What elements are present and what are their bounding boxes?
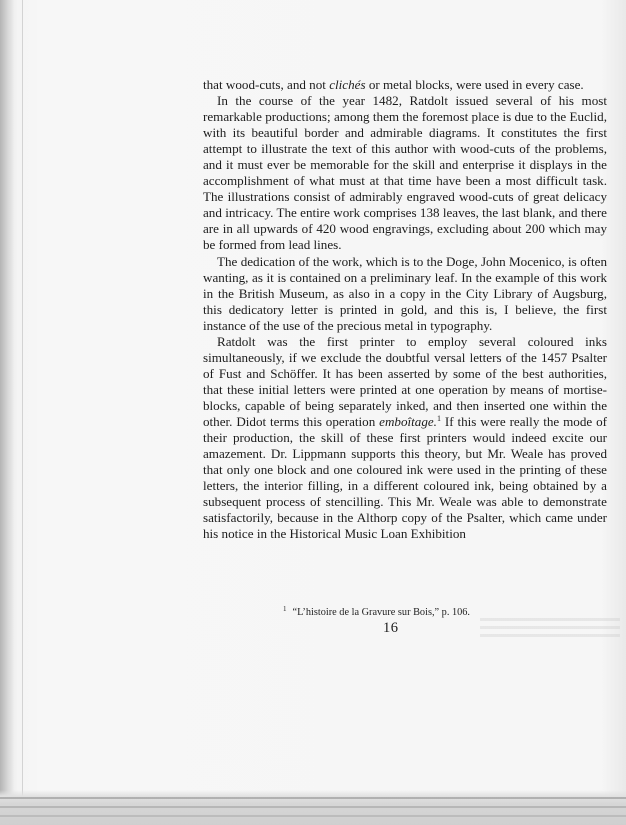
paragraph <box>203 77 607 93</box>
text-run: If this were really the mode of their production, the skill of these first printers would indeed excite our amazement. Dr. Lippmann supports this theory, but Mr. Weale has proved that only one block and one coloured ink were used in the printing of these letters, the interior filling, in a different coloured ink, being obtained by a subsequent process of stencilling. This Mr. Weale was able to demonstrate satisfactorily, because in the Althorp copy of the Psalter, which came under his notice in the Historical Music Loan Exhibition <box>203 413 607 542</box>
text-run: Ratdolt was the first printer to employ several coloured inks simultaneously, if we exclude the doubtful versal letters of the 1457 Psalter of Fust and Schöffer. It has been asserted by some of the best authorities, that these initial letters were printed at one operation by means of mortise-blocks, capable of being separately inked, and then inserted one within the other. Didot terms this operation <box>203 333 607 429</box>
paragraph <box>203 334 607 543</box>
text-run: or metal blocks, were used in every case. <box>365 77 584 92</box>
italic-text: emboîtage. <box>379 413 437 429</box>
deckle-edge <box>0 815 626 817</box>
paragraph <box>203 93 607 253</box>
gutter-fold <box>22 0 23 800</box>
deckle-edge <box>0 797 626 799</box>
deckle-edge <box>0 806 626 808</box>
paragraph <box>203 254 607 334</box>
body-text <box>203 77 607 542</box>
italic-text: clichés <box>329 77 366 92</box>
text-run: The dedication of the work, which is to the Doge, John Mocenico, is often wanting, as it is contained on a preliminary leaf. In the example of this work in the British Museum, as also in a copy in the City Library of Augsburg, this dedicatory letter is printed in gold, and this is, I believe, the first instance of the use of the precious metal in typography. <box>203 253 607 333</box>
page-number: 16 <box>383 620 399 636</box>
text-run: In the course of the year 1482, Ratdolt issued several of his most remarkable productions; among them the foremost place is due to the Euclid, with its beautiful border and admirable diagrams. It constitutes the first attempt to illustrate the text of this author with wood-cuts of the problems, and it must ever be memorable for the skill and enterprise it displays in the accomplishment of what must at that time have been a most difficult task. The illustrations consist of admirably engraved wood-cuts of great delicacy and intricacy. The entire work comprises 138 leaves, the last blank, and there are in all upwards of 420 wood engravings, excluding about 200 which may be formed from lead lines. <box>203 93 607 253</box>
footnote-reference: 1 <box>436 413 441 423</box>
footnote-mark: 1 <box>283 605 287 613</box>
show-through-text <box>480 613 620 639</box>
binding-shadow <box>0 0 14 825</box>
text-run: that wood-cuts, and not <box>203 77 330 92</box>
footnote-text: “L’histoire de la Gravure sur Bois,” p. 106. <box>292 607 470 618</box>
